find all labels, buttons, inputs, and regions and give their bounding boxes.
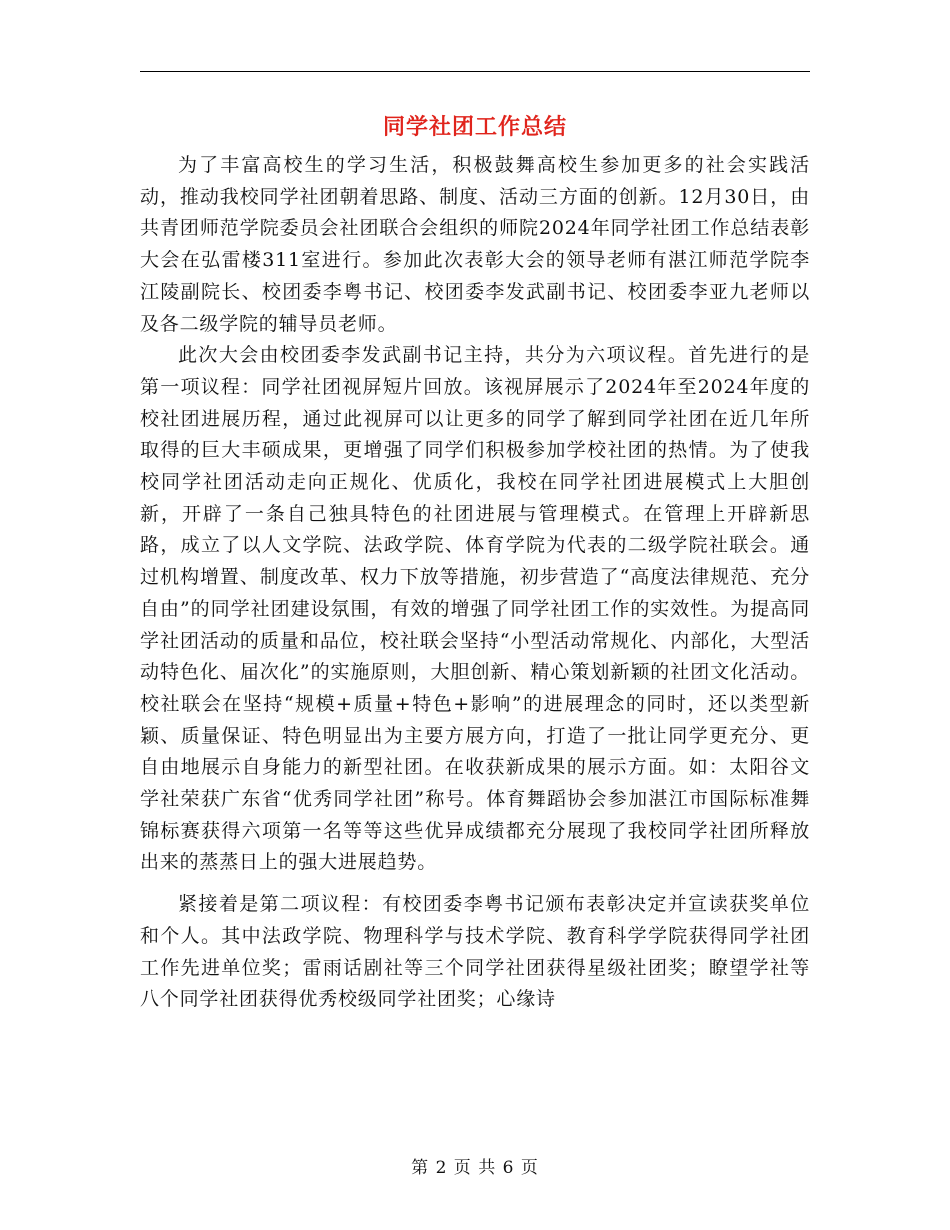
header-rule [140, 71, 810, 72]
document-title: 同学社团工作总结 [382, 115, 567, 140]
paragraph-intro: 为了丰富高校生的学习生活，积极鼓舞高校生参加更多的社会实践活动，推动我校同学社团朝着思路、制度、活动三方面的创新。12月30日，由共青团师范学院委员会社团联合会组织的师院2024年同学社团工作总结表彰大会在弘雷楼311室进行。参加此次表彰大会的领导老师有湛江师范学院李江陵副院长、校团委李粤书记、校团委李发武副书记、校团委李亚九老师以及各二级学院的辅导员老师。 [140, 154, 810, 335]
page-footer: 第 2 页 共 6 页 [411, 1158, 539, 1178]
paragraph-agenda-one: 此次大会由校团委李发武副书记主持，共分为六项议程。首先进行的是第一项议程：同学社团视屏短片回放。该视屏展示了2024年至2024年度的校社团进展历程，通过此视屏可以让更多的同学了解到同学社团在近几年所取得的巨大丰硕成果，更增强了同学们积极参加学校社团的热情。为了使我校同学社团活动走向正规化、优质化，我校在同学社团进展模式上大胆创新，开辟了一条自己独具特色的社团进展与管理模式。在管理上开辟新思路，成立了以人文学院、法政学院、体育学院为代表的二级学院社联会。通过机构增置、制度改革、权力下放等措施，初步营造了“高度法律规范、充分自由”的同学社团建设氛围，有效的增强了同学社团工作的实效性。为提高同学社团活动的质量和品位，校社联会坚持“小型活动常规化、内部化，大型活动特色化、届次化”的实施原则，大胆创新、精心策划新颖的社团文化活动。校社联会在坚持“规模+质量+特色+影响”的进展理念的同时，还以类型新颖、质量保证、特色明显出为主要方展方向，打造了一批让同学更充分、更自由地展示自身能力的新型社团。在收获新成果的展示方面。如：太阳谷文学社荣获广东省“优秀同学社团”称号。体育舞蹈协会参加湛江市国际标准舞锦标赛获得六项第一名等等这些优异成绩都充分展现了我校同学社团所释放出来的蒸蒸日上的强大进展趋势。 [140, 344, 810, 874]
paragraph-agenda-two: 紧接着是第二项议程：有校团委李粤书记颁布表彰决定并宣读获奖单位和个人。其中法政学院、物理科学与技术学院、教育科学学院获得同学社团工作先进单位奖；雷雨话剧社等三个同学社团获得星级社团奖；瞭望学社等八个同学社团获得优秀校级同学社团奖；心缘诗 [140, 893, 810, 1011]
document-body [140, 150, 810, 1016]
